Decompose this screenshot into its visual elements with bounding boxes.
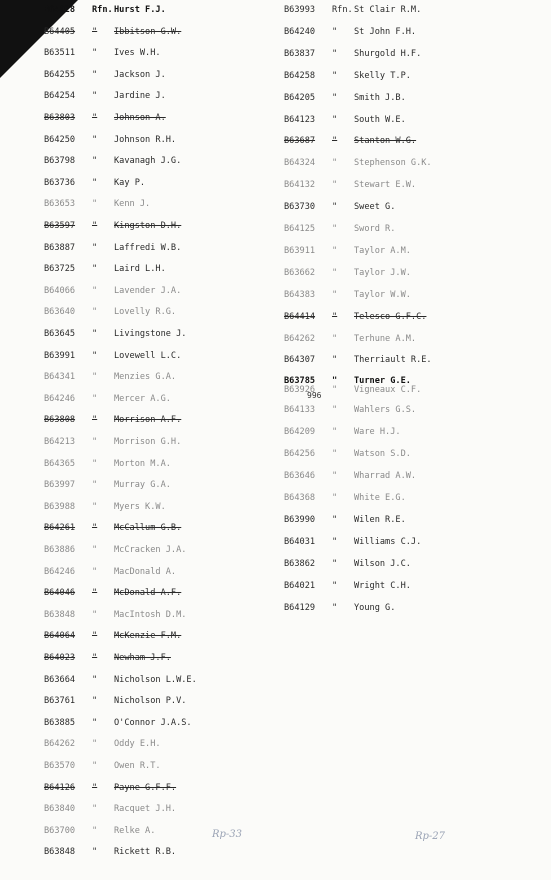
service-number: B64205 <box>284 92 316 103</box>
soldier-name: Morton M.A. <box>114 458 171 469</box>
ditto-mark: " <box>332 289 338 300</box>
soldier-name: St Clair R.M. <box>354 5 422 15</box>
ditto-mark: " <box>332 493 338 503</box>
service-number: B63664 <box>44 674 76 685</box>
service-number: B63988 <box>44 501 76 512</box>
service-number: B64383 <box>284 289 316 300</box>
soldier-name: White E.G. <box>354 493 406 503</box>
service-number: B63862 <box>284 559 316 569</box>
soldier-name: Wilen R.E. <box>354 515 406 525</box>
service-number: B64209 <box>284 427 316 437</box>
ditto-mark: " <box>332 385 338 395</box>
service-number: B63730 <box>284 202 316 213</box>
ditto-mark: " <box>332 92 338 103</box>
ditto-mark: " <box>332 136 338 147</box>
ditto-mark: " <box>92 523 98 534</box>
ditto-mark: " <box>92 761 98 771</box>
ditto-mark: " <box>332 267 338 278</box>
service-number: B64307 <box>284 355 316 366</box>
ditto-mark: " <box>332 202 338 213</box>
service-number: B63570 <box>44 761 76 771</box>
ditto-mark: " <box>92 480 98 491</box>
service-number: B63646 <box>284 471 316 481</box>
soldier-name: Rickett R.B. <box>114 847 177 858</box>
soldier-name: Sweet G. <box>354 202 396 213</box>
ditto-mark: " <box>92 372 98 383</box>
soldier-name: Lavender J.A. <box>114 285 182 296</box>
soldier-name: Myers K.W. <box>114 501 166 512</box>
soldier-name: Laffredi W.B. <box>114 242 182 253</box>
service-number: B63848 <box>44 847 76 858</box>
service-number: B64255 <box>44 69 76 80</box>
service-number: B64254 <box>44 91 76 102</box>
soldier-name: Watson S.D. <box>354 449 411 459</box>
ditto-mark: " <box>332 355 338 366</box>
ditto-mark: " <box>92 437 98 447</box>
soldier-name: Murray G.A. <box>114 480 171 491</box>
ditto-mark: " <box>332 26 338 37</box>
soldier-name: McDonald A.F. <box>114 588 182 599</box>
service-number: B63990 <box>284 515 316 525</box>
service-number: B63848 <box>44 609 76 620</box>
service-number: B64262 <box>44 739 76 750</box>
service-number: B64066 <box>44 285 76 296</box>
soldier-name: Skelly T.P. <box>354 70 411 81</box>
service-number: B63911 <box>284 245 316 256</box>
service-number: B63700 <box>44 825 76 836</box>
service-number: B63991 <box>44 350 76 361</box>
ditto-mark: " <box>92 501 98 512</box>
soldier-name: Morrison A.F. <box>114 415 182 426</box>
service-number: B64064 <box>44 631 76 642</box>
ditto-mark: " <box>92 285 98 296</box>
soldier-name: Ware H.J. <box>354 427 401 437</box>
service-number: B63761 <box>44 696 76 707</box>
soldier-name: MacDonald A. <box>114 566 177 577</box>
service-number: B64261 <box>44 523 76 534</box>
ditto-mark: " <box>92 458 98 469</box>
service-number: B64125 <box>284 224 316 234</box>
ditto-mark: " <box>92 588 98 599</box>
ditto-mark: " <box>92 566 98 577</box>
service-number: B64256 <box>284 449 316 459</box>
service-number: B64324 <box>284 158 316 169</box>
ditto-mark: " <box>92 696 98 707</box>
service-number: B63662 <box>284 267 316 278</box>
service-number: B63653 <box>44 199 76 210</box>
soldier-name: Young G. <box>354 603 396 613</box>
handwritten-note-2: Rp-27 <box>415 831 446 842</box>
soldier-name: Laird L.H. <box>114 264 166 275</box>
ditto-mark: " <box>92 48 98 59</box>
ditto-mark: " <box>92 307 98 318</box>
ditto-mark: " <box>332 581 338 591</box>
service-number: B64126 <box>44 782 76 793</box>
soldier-name: Owen R.T. <box>114 761 161 771</box>
ditto-mark: " <box>332 515 338 525</box>
soldier-name: Ives W.H. <box>114 48 161 59</box>
soldier-name: Lovelly R.G. <box>114 307 177 318</box>
service-number: B63926 <box>284 385 316 395</box>
soldier-name: St John F.H. <box>354 26 417 37</box>
soldier-name: McKenzie F.M. <box>114 631 182 642</box>
service-number: B63640 <box>44 307 76 318</box>
soldier-name: Taylor A.M. <box>354 245 411 256</box>
soldier-name: Terhune A.M. <box>354 333 417 344</box>
service-number: B64341 <box>44 372 76 383</box>
ditto-mark: Rfn. <box>332 5 353 15</box>
ditto-mark: " <box>332 311 338 322</box>
service-number: B63798 <box>44 156 76 167</box>
soldier-name: Stephenson G.K. <box>354 158 432 169</box>
soldier-name: Mercer A.G. <box>114 393 171 404</box>
service-number: B64258 <box>284 70 316 81</box>
service-number: B64246 <box>44 393 76 404</box>
ditto-mark: " <box>332 48 338 59</box>
soldier-name: Oddy E.H. <box>114 739 161 750</box>
ditto-mark: " <box>92 91 98 102</box>
ditto-mark: " <box>92 545 98 555</box>
soldier-name: Wilson J.C. <box>354 559 411 569</box>
ditto-mark: " <box>92 717 98 728</box>
soldier-name: Wright C.H. <box>354 581 411 591</box>
service-number: B63785 <box>284 376 316 386</box>
soldier-name: Turner G.E. <box>354 376 411 386</box>
ditto-mark: " <box>332 559 338 569</box>
ditto-mark: " <box>92 177 98 188</box>
soldier-name: Vigneaux C.F. <box>354 385 422 395</box>
ditto-mark: " <box>92 199 98 210</box>
service-number: B64365 <box>44 458 76 469</box>
service-number: B63725 <box>44 264 76 275</box>
service-number: B64368 <box>284 493 316 503</box>
soldier-name: Taylor J.W. <box>354 267 411 278</box>
soldier-name: Nicholson L.W.E. <box>114 674 197 685</box>
soldier-name: Wahlers G.S. <box>354 405 417 415</box>
soldier-name: Kenn J. <box>114 199 151 210</box>
service-number: B63837 <box>284 48 316 59</box>
soldier-name: Menzies G.A. <box>114 372 177 383</box>
ditto-mark: " <box>332 245 338 256</box>
ditto-mark: " <box>92 134 98 145</box>
soldier-name: Hurst F.J. <box>114 5 166 15</box>
service-number: B63885 <box>44 717 76 728</box>
soldier-name: Telesco G.F.C. <box>354 311 427 322</box>
ditto-mark: " <box>332 180 338 191</box>
ditto-mark: " <box>332 114 338 125</box>
soldier-name: South W.E. <box>354 114 406 125</box>
ditto-mark: " <box>92 825 98 836</box>
soldier-name: Kingston D.H. <box>114 221 182 231</box>
ditto-mark: " <box>92 782 98 793</box>
soldier-name: Therriault R.E. <box>354 355 432 366</box>
ditto-mark: " <box>92 242 98 253</box>
service-number: B63808 <box>44 415 76 426</box>
ditto-mark: " <box>92 264 98 275</box>
ditto-mark: " <box>92 350 98 361</box>
service-number: B63511 <box>44 48 76 59</box>
soldier-name: Ibbitson G.W. <box>114 26 182 37</box>
soldier-name: Kavanagh J.G. <box>114 156 182 167</box>
service-number: B63997 <box>44 480 76 491</box>
soldier-name: McCracken J.A. <box>114 545 187 555</box>
ditto-mark: " <box>92 113 98 123</box>
ditto-mark: " <box>332 603 338 613</box>
service-number: B64028 <box>44 5 76 15</box>
ditto-mark: " <box>332 70 338 81</box>
ditto-mark: " <box>332 224 338 234</box>
soldier-name: Shurgold H.F. <box>354 48 422 59</box>
soldier-name: O'Connor J.A.S. <box>114 717 192 728</box>
ditto-mark: " <box>332 158 338 169</box>
ditto-mark: " <box>92 804 98 815</box>
ditto-mark: " <box>332 537 338 547</box>
handwritten-note-1: Rp-33 <box>212 829 243 840</box>
soldier-name: Relke A. <box>114 825 156 836</box>
soldier-name: Taylor W.W. <box>354 289 411 300</box>
service-number: B64031 <box>284 537 316 547</box>
service-number: B64405 <box>44 26 76 37</box>
ditto-mark: " <box>92 221 98 231</box>
soldier-name: Wharrad A.W. <box>354 471 417 481</box>
service-number: B63803 <box>44 113 76 123</box>
service-number: B64123 <box>284 114 316 125</box>
soldier-name: Johnson R.H. <box>114 134 177 145</box>
service-number: B63887 <box>44 242 76 253</box>
service-number: B63597 <box>44 221 76 231</box>
ditto-mark: " <box>92 847 98 858</box>
ditto-mark: " <box>332 449 338 459</box>
soldier-name: Smith J.B. <box>354 92 406 103</box>
ditto-mark: " <box>92 415 98 426</box>
service-number: B64132 <box>284 180 316 191</box>
service-number: B64021 <box>284 581 316 591</box>
service-number: B63687 <box>284 136 316 147</box>
soldier-name: Jackson J. <box>114 69 166 80</box>
soldier-name: Nicholson P.V. <box>114 696 187 707</box>
ditto-mark: " <box>92 26 98 37</box>
soldier-name: Livingstone J. <box>114 329 187 339</box>
service-number: B64133 <box>284 405 316 415</box>
ditto-mark: " <box>92 69 98 80</box>
soldier-name: Racquet J.H. <box>114 804 177 815</box>
soldier-name: Stewart E.W. <box>354 180 417 191</box>
ditto-mark: " <box>92 329 98 339</box>
soldier-name: Kay P. <box>114 177 146 188</box>
ditto-mark: " <box>332 376 338 386</box>
soldier-name: Payne G.F.F. <box>114 782 177 793</box>
service-number: B64046 <box>44 588 76 599</box>
ditto-mark: " <box>332 333 338 344</box>
soldier-name: Morrison G.H. <box>114 437 182 447</box>
ditto-mark: " <box>332 471 338 481</box>
service-number: B63840 <box>44 804 76 815</box>
service-number: B63736 <box>44 177 76 188</box>
service-number: B63645 <box>44 329 76 339</box>
soldier-name: Jardine J. <box>114 91 166 102</box>
soldier-name: Stanton W.G. <box>354 136 417 147</box>
ditto-mark: " <box>92 609 98 620</box>
service-number: B64129 <box>284 603 316 613</box>
ditto-mark: " <box>332 427 338 437</box>
service-number: B63886 <box>44 545 76 555</box>
ditto-mark: " <box>92 393 98 404</box>
service-number: B64213 <box>44 437 76 447</box>
service-number: B64262 <box>284 333 316 344</box>
soldier-name: Lovewell L.C. <box>114 350 182 361</box>
service-number: B64023 <box>44 653 76 663</box>
ditto-mark: " <box>92 156 98 167</box>
service-number: B64246 <box>44 566 76 577</box>
ditto-mark: " <box>92 631 98 642</box>
ditto-mark: " <box>92 653 98 663</box>
soldier-name: Sword R. <box>354 224 396 234</box>
soldier-name: McCallum G.B. <box>114 523 182 534</box>
soldier-name: Newham J.F. <box>114 653 171 663</box>
inline-number-note: 996 <box>307 391 322 400</box>
service-number: B64414 <box>284 311 316 322</box>
service-number: B64250 <box>44 134 76 145</box>
soldier-name: Johnson A. <box>114 113 166 123</box>
soldier-name: Williams C.J. <box>354 537 422 547</box>
service-number: B63993 <box>284 5 316 15</box>
ditto-mark: " <box>92 739 98 750</box>
service-number: B64240 <box>284 26 316 37</box>
ditto-mark: Rfn. <box>92 5 113 15</box>
ditto-mark: " <box>92 674 98 685</box>
soldier-name: MacIntosh D.M. <box>114 609 187 620</box>
ditto-mark: " <box>332 405 338 415</box>
